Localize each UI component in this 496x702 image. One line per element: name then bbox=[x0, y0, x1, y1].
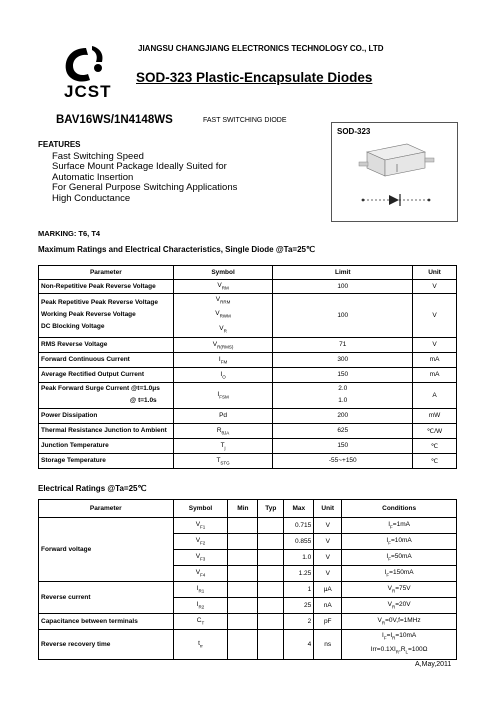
electrical-ratings-table bbox=[38, 499, 457, 660]
symbol-cell: $R_{\theta JA}$ bbox=[173, 423, 273, 438]
unit-cell: V bbox=[314, 550, 342, 566]
column-header: Limit bbox=[273, 266, 413, 280]
unit-cell: V bbox=[413, 294, 457, 338]
typ-cell bbox=[258, 534, 284, 550]
param-cell: Capacitance between terminals bbox=[39, 614, 174, 630]
column-header: Min bbox=[228, 500, 258, 518]
table-row bbox=[39, 614, 457, 630]
param-cell: Forward voltage bbox=[39, 518, 174, 582]
column-header: Parameter bbox=[39, 266, 174, 280]
table-row bbox=[39, 367, 457, 382]
typ-cell bbox=[258, 598, 284, 614]
max-cell: 4 bbox=[284, 630, 314, 660]
max-cell: 1.0 bbox=[284, 550, 314, 566]
min-cell bbox=[228, 566, 258, 582]
max-cell: 1 bbox=[284, 582, 314, 598]
typ-cell bbox=[258, 582, 284, 598]
symbol-cell: $T_j$ bbox=[173, 438, 273, 453]
feature-item: High Conductance bbox=[52, 192, 131, 204]
symbol-cell: $V_{RRM}$ $V_{RWM}$ $V_R$ bbox=[173, 294, 273, 338]
table-row bbox=[39, 280, 457, 294]
footer-date: A,May,2011 bbox=[415, 661, 452, 668]
limit-cell: -55~+150 bbox=[273, 453, 413, 468]
table-row bbox=[39, 352, 457, 367]
logo-text: JCST bbox=[64, 82, 112, 101]
unit-cell: pF bbox=[314, 614, 342, 630]
max-cell: 25 bbox=[284, 598, 314, 614]
unit-cell: V bbox=[413, 280, 457, 294]
feature-item: Surface Mount Package Ideally Suited for bbox=[52, 161, 227, 173]
unit-cell: ℃ bbox=[413, 438, 457, 453]
table-row bbox=[39, 408, 457, 423]
company-name: JIANGSU CHANGJIANG ELECTRONICS TECHNOLOGY CO., LTD bbox=[138, 44, 384, 53]
unit-cell: mW bbox=[413, 408, 457, 423]
unit-cell: mA bbox=[413, 367, 457, 382]
unit-cell: V bbox=[314, 534, 342, 550]
features-list bbox=[52, 152, 237, 204]
column-header: Max bbox=[284, 500, 314, 518]
min-cell bbox=[228, 614, 258, 630]
table-row bbox=[39, 630, 457, 660]
typ-cell bbox=[258, 566, 284, 582]
electrical-heading: Electrical Ratings @Ta=25℃ bbox=[38, 484, 147, 493]
min-cell bbox=[228, 550, 258, 566]
param-cell: Peak Repetitive Peak Reverse Voltage Working Peak Reverse Voltage DC Blocking Voltage bbox=[39, 294, 174, 338]
max-ratings-heading: Maximum Ratings and Electrical Characteristics, Single Diode @Ta=25℃ bbox=[38, 245, 315, 254]
symbol-cell: Pd bbox=[173, 408, 273, 423]
part-description: FAST SWITCHING DIODE bbox=[203, 117, 287, 124]
symbol-cell: $T_{STG}$ bbox=[173, 453, 273, 468]
conditions-cell: $I_F=150mA$ bbox=[342, 566, 457, 582]
min-cell bbox=[228, 630, 258, 660]
column-header: Unit bbox=[413, 266, 457, 280]
conditions-cell: $I_F=1mA$ bbox=[342, 518, 457, 534]
marking: MARKING: T6, T4 bbox=[38, 229, 101, 238]
min-cell bbox=[228, 534, 258, 550]
typ-cell bbox=[258, 614, 284, 630]
column-header: Symbol bbox=[173, 500, 228, 518]
unit-cell: V bbox=[314, 566, 342, 582]
features-heading: FEATURES bbox=[38, 140, 81, 149]
unit-cell: A bbox=[413, 382, 457, 408]
table-row bbox=[39, 423, 457, 438]
column-header: Symbol bbox=[173, 266, 273, 280]
param-cell: Reverse recovery time bbox=[39, 630, 174, 660]
symbol-cell: $V_{R(RMS)}$ bbox=[173, 337, 273, 352]
min-cell bbox=[228, 518, 258, 534]
conditions-cell: $V_R=0V,f=1MHz$ bbox=[342, 614, 457, 630]
table-row bbox=[39, 337, 457, 352]
feature-item: For General Purpose Switching Applications bbox=[52, 182, 238, 194]
table-row bbox=[39, 294, 457, 338]
symbol-cell: $I_O$ bbox=[173, 367, 273, 382]
table-row bbox=[39, 453, 457, 468]
unit-cell: mA bbox=[413, 352, 457, 367]
symbol-cell: $V_{F1}$ bbox=[173, 518, 228, 534]
max-ratings-table bbox=[38, 265, 457, 469]
symbol-cell: $V_{F4}$ bbox=[173, 566, 228, 582]
max-cell: 1.25 bbox=[284, 566, 314, 582]
max-cell: 0.855 bbox=[284, 534, 314, 550]
limit-cell: 100 bbox=[273, 294, 413, 338]
limit-cell: 71 bbox=[273, 337, 413, 352]
limit-cell: 625 bbox=[273, 423, 413, 438]
conditions-cell: $I_F=50mA$ bbox=[342, 550, 457, 566]
min-cell bbox=[228, 598, 258, 614]
unit-cell: μA bbox=[314, 582, 342, 598]
limit-cell: 300 bbox=[273, 352, 413, 367]
document-title: SOD-323 Plastic-Encapsulate Diodes bbox=[136, 70, 373, 85]
symbol-cell: $C_T$ bbox=[173, 614, 228, 630]
column-header: Unit bbox=[314, 500, 342, 518]
param-cell: Thermal Resistance Junction to Ambient bbox=[39, 423, 174, 438]
typ-cell bbox=[258, 630, 284, 660]
symbol-cell: $V_{F2}$ bbox=[173, 534, 228, 550]
limit-cell: 150 bbox=[273, 367, 413, 382]
table-row bbox=[39, 438, 457, 453]
limit-cell: 100 bbox=[273, 280, 413, 294]
symbol-cell: $V_{F3}$ bbox=[173, 550, 228, 566]
typ-cell bbox=[258, 518, 284, 534]
column-header: Typ bbox=[258, 500, 284, 518]
symbol-cell: $I_{R1}$ bbox=[173, 582, 228, 598]
symbol-cell: $I_{FM}$ bbox=[173, 352, 273, 367]
conditions-cell: $V_R=20V$ bbox=[342, 598, 457, 614]
table-header-row bbox=[39, 500, 457, 518]
unit-cell: V bbox=[314, 518, 342, 534]
param-cell: Storage Temperature bbox=[39, 453, 174, 468]
symbol-cell: $I_{R2}$ bbox=[173, 598, 228, 614]
unit-cell: V bbox=[413, 337, 457, 352]
max-cell: 0.715 bbox=[284, 518, 314, 534]
limit-cell: 150 bbox=[273, 438, 413, 453]
param-cell: RMS Reverse Voltage bbox=[39, 337, 174, 352]
conditions-cell: $I_F=10mA$ bbox=[342, 534, 457, 550]
param-cell: Non-Repetitive Peak Reverse Voltage bbox=[39, 280, 174, 294]
sod323-package-icon bbox=[345, 138, 447, 214]
min-cell bbox=[228, 582, 258, 598]
table-row bbox=[39, 518, 457, 534]
table-row bbox=[39, 382, 457, 408]
unit-cell: ℃/W bbox=[413, 423, 457, 438]
limit-cell: 2.0 1.0 bbox=[273, 382, 413, 408]
limit-cell: 200 bbox=[273, 408, 413, 423]
feature-item: Automatic Insertion bbox=[52, 171, 134, 183]
symbol-cell: $V_{RM}$ bbox=[173, 280, 273, 294]
unit-cell: ℃ bbox=[413, 453, 457, 468]
unit-cell: nA bbox=[314, 598, 342, 614]
param-cell: Power Dissipation bbox=[39, 408, 174, 423]
param-cell: Junction Temperature bbox=[39, 438, 174, 453]
part-number: BAV16WS/1N4148WS bbox=[56, 114, 173, 126]
param-cell: Forward Continuous Current bbox=[39, 352, 174, 367]
symbol-cell: $t_{rr}$ bbox=[173, 630, 228, 660]
param-cell: Peak Forward Surge Current @t=1.0μs @ t=1.0s bbox=[39, 382, 174, 408]
typ-cell bbox=[258, 550, 284, 566]
package-label: SOD-323 bbox=[337, 127, 371, 136]
symbol-cell: $I_{FSM}$ bbox=[173, 382, 273, 408]
unit-cell: ns bbox=[314, 630, 342, 660]
conditions-cell: $I_F=I_R=10mA$ $Irr=0.1XI_R,R_L=100\Omega$ bbox=[342, 630, 457, 660]
column-header: Parameter bbox=[39, 500, 174, 518]
table-row bbox=[39, 582, 457, 598]
param-cell: Reverse current bbox=[39, 582, 174, 614]
conditions-cell: $V_R=75V$ bbox=[342, 582, 457, 598]
param-cell: Average Rectified Output Current bbox=[39, 367, 174, 382]
table-header-row bbox=[39, 266, 457, 280]
feature-item: Fast Switching Speed bbox=[52, 151, 144, 162]
max-cell: 2 bbox=[284, 614, 314, 630]
column-header: Conditions bbox=[342, 500, 457, 518]
